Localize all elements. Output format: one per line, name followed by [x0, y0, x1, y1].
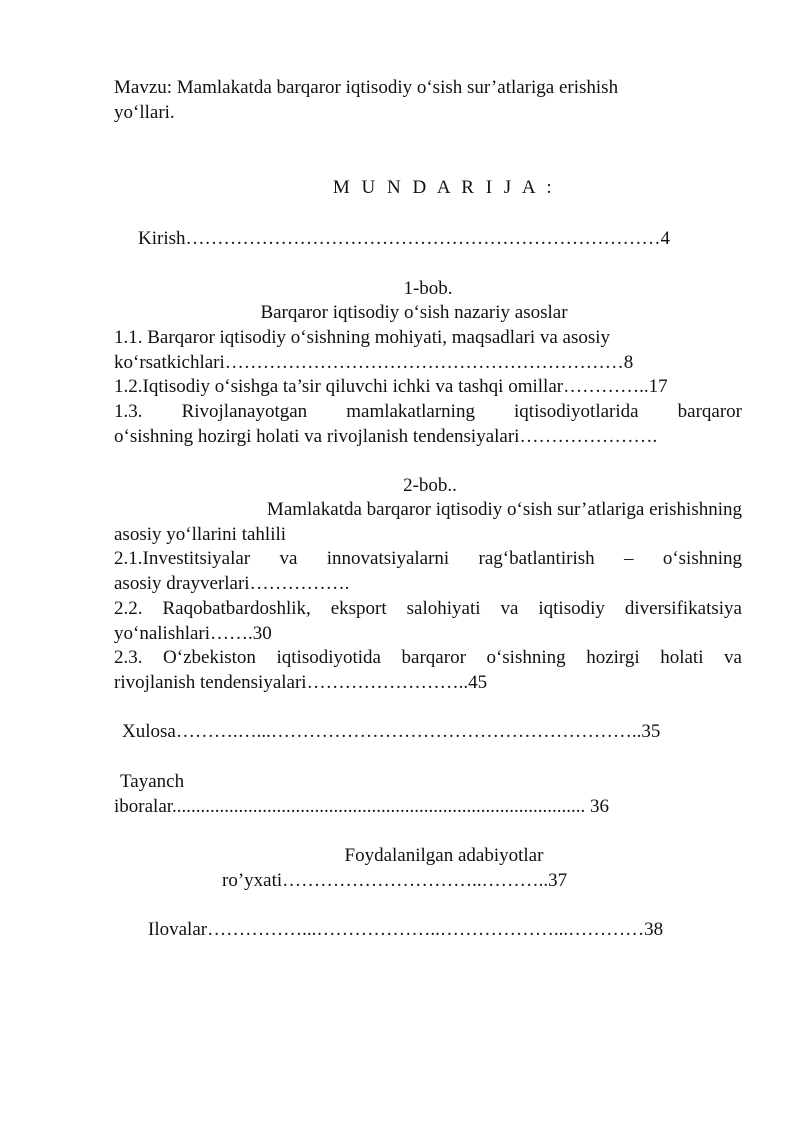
- toc-entry-2-3: [114, 646, 742, 695]
- toc-entry-glossary-line-1: Tayanch: [120, 771, 185, 792]
- topic-line-1: Mavzu: Mamlakatda barqaror iqtisodiy o‘sish sur’atlariga erishish: [114, 77, 619, 98]
- toc-entry-2-3-line-2: rivojlanish tendensiyalari……………………..45: [114, 671, 488, 693]
- toc-entry-intro-text: Kirish…………………………………………………………………4: [138, 228, 670, 249]
- toc-entry-glossary: [114, 770, 742, 819]
- toc-entry-references: [222, 869, 722, 894]
- chapter-2-number: 2-bob..: [403, 475, 457, 496]
- toc-entry-1-2-line-1: 1.2.Iqtisodiy o‘sishga ta’sir qiluvchi ichki va tashqi omillar…………..17: [114, 376, 668, 397]
- toc-entry-conclusion: [122, 720, 742, 745]
- toc-entry-conclusion-text: Xulosa……….…...…………………………………………………..35: [122, 721, 661, 742]
- toc-entry-appendices-text: Ilovalar……………...………………..………………...…………38: [148, 919, 664, 940]
- topic-line-2: yo‘llari.: [114, 101, 175, 123]
- chapter-1-number: 1-bob.: [403, 278, 453, 299]
- toc-entry-2-2: [114, 597, 742, 646]
- chapter-1-title: Barqaror iqtisodiy o‘sish nazariy asoslar: [260, 302, 568, 323]
- toc-entry-2-3-line-1: 2.3. O‘zbekiston iqtisodiyotida barqaror o‘sishning hozirgi holati va: [114, 647, 742, 668]
- toc-entry-intro: [138, 227, 748, 252]
- toc-entry-glossary-line-2: iboralar....................................................................................... 36: [114, 795, 610, 817]
- toc-entry-2-2-line-1: 2.2. Raqobatbardoshlik, eksport salohiyati va iqtisodiy diversifikatsiya: [114, 598, 742, 619]
- toc-entry-1-3-line-2: o‘sishning hozirgi holati va rivojlanish tendensiyalari………………….: [114, 425, 658, 447]
- chapter-2-title-line-2: asosiy yo‘llarini tahlili: [114, 523, 287, 545]
- toc-entry-1-3-line-1: 1.3. Rivojlanayotgan mamlakatlarning iqtisodiyotlarida barqaror: [114, 401, 742, 422]
- toc-entry-2-2-line-2: yo‘nalishlari…….30: [114, 622, 272, 644]
- toc-entry-1-1: [114, 326, 742, 375]
- topic: [114, 76, 742, 125]
- contents-heading: M U N D A R I J A :: [332, 177, 556, 198]
- toc-entry-1-1-line-1: 1.1. Barqaror iqtisodiy o‘sishning mohiyati, maqsadlari va asosiy: [114, 327, 611, 348]
- toc-entry-1-2: [114, 375, 742, 400]
- toc-entry-appendices: [148, 918, 748, 943]
- chapter-2-title: [114, 498, 742, 547]
- toc-entry-2-1-line-1: 2.1.Investitsiyalar va innovatsiyalarni rag‘batlantirish – o‘sishning: [114, 548, 742, 569]
- toc-entry-references-title: Foydalanilgan adabiyotlar: [344, 845, 544, 866]
- toc-entry-references-line-2: ro’yxati…………………………..………..37: [222, 870, 568, 891]
- toc-entry-2-1: [114, 547, 742, 596]
- toc-entry-1-3: [114, 400, 742, 449]
- toc-entry-2-1-line-2: asosiy drayverlari…………….: [114, 572, 350, 594]
- toc-entry-1-1-line-2: ko‘rsatkichlari………………………………………………………8: [114, 351, 634, 373]
- chapter-2-title-line-1: Mamlakatda barqaror iqtisodiy o‘sish sur’atlariga erishishning: [266, 499, 742, 520]
